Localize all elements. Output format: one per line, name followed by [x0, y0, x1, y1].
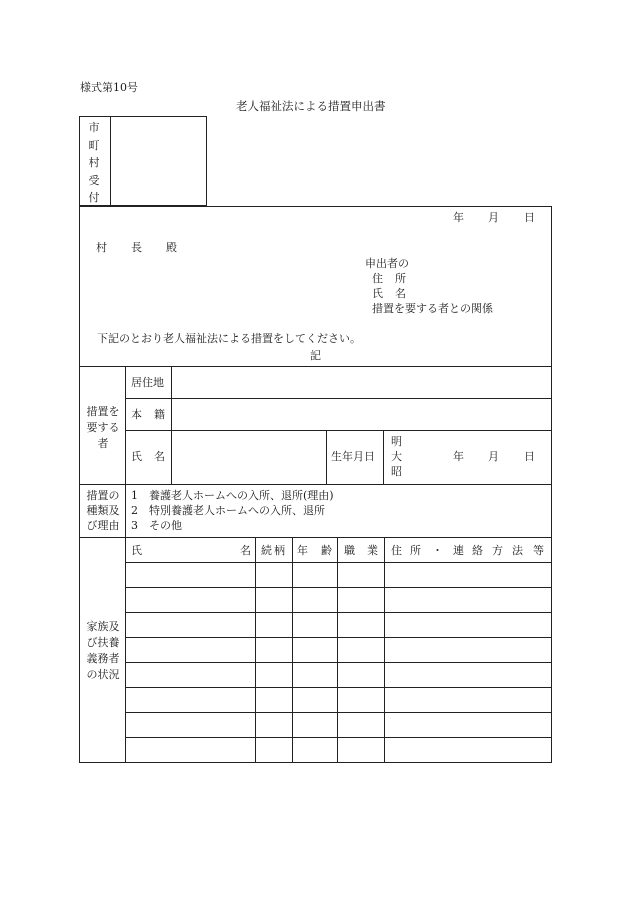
- person-name-label-2: 名: [154, 450, 165, 463]
- domicile-label-1: 本: [131, 408, 142, 421]
- birthdate-divider-left: [326, 430, 327, 484]
- section-divider-measure: [79, 484, 552, 485]
- form-title: 老人福祉法による措置申出書: [236, 99, 386, 113]
- family-header-age-2: 齢: [321, 544, 332, 557]
- person-section-label: 措置を 要する 者: [86, 405, 120, 450]
- measure-section-label: 措置の 種類及 び理由: [86, 489, 120, 532]
- family-col-divider-age: [292, 537, 293, 763]
- family-header-occupation-2: 業: [367, 544, 378, 557]
- family-header-contact-4: 連: [453, 544, 464, 557]
- family-header-contact-5: 絡: [472, 544, 483, 557]
- measure-option-3-text: その他: [149, 519, 182, 532]
- person-name-field[interactable]: [172, 431, 326, 484]
- family-row-divider: [125, 587, 552, 588]
- residence-label: 居住地: [131, 376, 164, 389]
- era-taisho: 大: [391, 450, 402, 463]
- measure-option-2-num: 2: [131, 504, 138, 517]
- family-header-name-2: 名: [240, 544, 251, 557]
- family-col-divider-contact: [384, 537, 385, 763]
- family-header-contact-3: ・: [432, 544, 443, 557]
- family-row-divider: [125, 737, 552, 738]
- family-header-name-1: 氏: [131, 544, 142, 557]
- addressee-honorific: 殿: [166, 241, 177, 254]
- reception-stamp-area[interactable]: [111, 117, 206, 205]
- reception-label: 市 町 村 受 付: [88, 121, 100, 205]
- record-mark: 記: [310, 349, 321, 362]
- family-row-divider: [125, 612, 552, 613]
- measure-option-3-num: 3: [131, 519, 138, 532]
- family-row-divider: [125, 662, 552, 663]
- family-header-contact-8: 等: [533, 544, 544, 557]
- family-header-age-1: 年: [297, 544, 308, 557]
- era-meiji: 明: [391, 435, 402, 448]
- domicile-field[interactable]: [172, 399, 551, 430]
- family-header-contact-1: 住: [391, 544, 402, 557]
- birth-day: 日: [524, 450, 535, 463]
- date-month: 月: [488, 211, 499, 224]
- applicant-address-label-1: 住: [372, 272, 383, 285]
- family-header-occupation-1: 職: [344, 544, 355, 557]
- applicant-address-label-2: 所: [395, 272, 406, 285]
- birth-year: 年: [453, 450, 464, 463]
- person-name-label-1: 氏: [131, 450, 142, 463]
- label-column-divider: [125, 366, 126, 763]
- applicant-name-label-2: 名: [395, 287, 406, 300]
- request-statement: 下記のとおり老人福祉法による措置をしてください。: [97, 332, 361, 345]
- domicile-label-2: 籍: [154, 408, 165, 421]
- date-year: 年: [453, 211, 464, 224]
- family-header-relation: 続柄: [261, 544, 287, 557]
- measure-option-1-text: 養護老人ホームへの入所、退所(理由): [149, 489, 334, 502]
- family-row-divider: [125, 687, 552, 688]
- form-number: 様式第10号: [80, 81, 138, 94]
- applicant-relationship-label: 措置を要する者との関係: [372, 302, 493, 315]
- family-header-contact-6: 方: [492, 544, 503, 557]
- family-row-divider: [125, 637, 552, 638]
- birth-month: 月: [488, 450, 499, 463]
- date-day: 日: [524, 211, 535, 224]
- family-section-label: 家族及 び扶養 義務者 の状況: [86, 620, 120, 681]
- measure-option-1-num: 1: [131, 489, 138, 502]
- applicant-name-label-1: 氏: [372, 287, 383, 300]
- family-col-divider-relation: [255, 537, 256, 763]
- addressee-village: 村: [96, 241, 107, 254]
- birthdate-label: 生年月日: [331, 450, 375, 463]
- family-row-divider: [125, 562, 552, 563]
- residence-field[interactable]: [172, 367, 551, 398]
- applicant-heading: 申出者の: [365, 257, 409, 270]
- family-header-contact-2: 所: [410, 544, 421, 557]
- family-col-divider-occupation: [337, 537, 338, 763]
- birthdate-divider-right: [383, 430, 384, 484]
- measure-option-2-text: 特別養護老人ホームへの入所、退所: [149, 504, 325, 517]
- family-header-contact-7: 法: [512, 544, 523, 557]
- family-row-divider: [125, 712, 552, 713]
- era-showa: 昭: [391, 465, 402, 478]
- addressee-head: 長: [131, 241, 142, 254]
- section-divider-family: [79, 537, 552, 538]
